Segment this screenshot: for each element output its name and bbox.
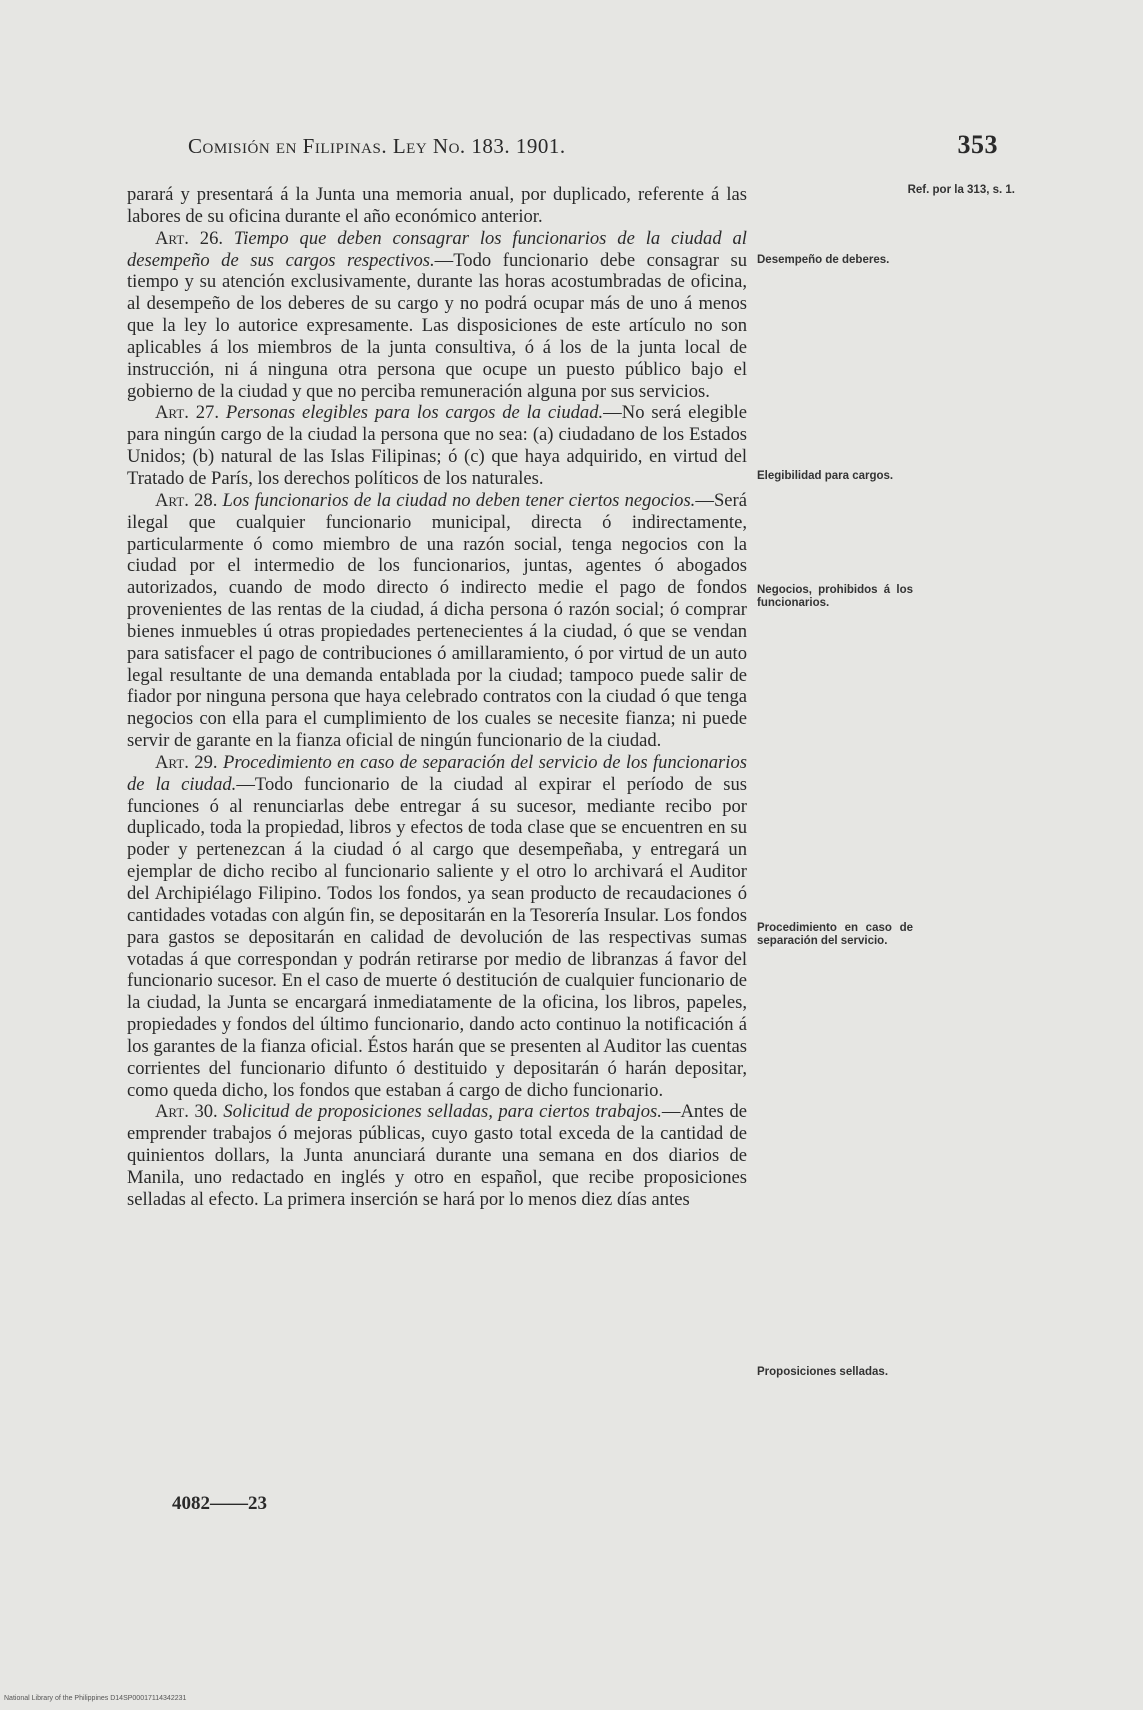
article-text: —Todo funcionario debe consagrar su tiempo y su atención exclusivamente, durante las horas acostumbradas de oficina, al desempeño de los deberes de su cargo y no podrá ocupar más de uno á menos que la ley lo autorice expresamente. Las disposiciones de este artículo no son aplicables á los miembros de la junta consultiva, ó á los de la junta local de instrucción, ni á ninguna otra persona que ocupe un puesto público bajo el gobierno de la ciudad y que no perciba remuneración alguna por sus servicios. — [127, 249, 747, 402]
article-label: Art. 28. — [155, 489, 218, 511]
margin-note-art28: Negocios, prohibidos á los funcionarios. — [757, 584, 913, 609]
printer-signature: 4082——23 — [172, 1493, 267, 1514]
page-number: 353 — [957, 130, 998, 159]
article-text: —Todo funcionario de la ciudad al expirar el período de sus funciones ó al renunciarlas debe entregar á su sucesor, mediante recibo por duplicado, toda la propiedad, libros y efectos de toda clase que se encuentren en su poder y pertenezcan á la ciudad ó al cargo que desempeñaba, y entregará un ejemplar de dicho recibo al funcionario saliente y el otro lo archivará el Auditor del Archipiélago Filipino. Todos los fondos, ya sean producto de recaudaciones ó cantidades votadas con algún fin, se depositarán en la Tesorería Insular. Los fondos para gastos se depositarán en calidad de devolución de las respectivas sumas votadas á que correspondan y podrán retirarse por medio de libranzas á favor del funcionario sucesor. En el caso de muerte ó destitución de cualquier funcionario de la ciudad, la Junta se encargará inmediatamente de la oficina, los libros, papeles, propiedades y fondos del último funcionario, dando acto continuo la notificación á los garantes de la fianza oficial. Éstos harán que se presenten al Auditor las cuentas corrientes del funcionario difunto ó destituido y depositarán ó harán depositar, como queda dicho, los fondos que estaban á cargo de dicho funcionario. — [127, 773, 747, 1101]
article-label: Art. 26. — [155, 227, 224, 249]
article-26 — [127, 228, 747, 403]
article-text: —Será ilegal que cualquier funcionario municipal, directa ó indirectamente, particularmente ó como miembro de una razón social, tenga negocios con la ciudad por el intermedio de los funcionarios, juntas, agentes ó abogados autorizados, cuando de modo directo ó indirecto medie el pago de fondos provenientes de las rentas de la ciudad, á dicha persona ó razón social; ó comprar bienes inmuebles ú otras propiedades pertenecientes á la ciudad, ó que se vendan para satisfacer el pago de contribuciones ó amillaramiento, ó por virtud de un auto legal resultante de una demanda entablada por la ciudad; tampoco puede salir de fiador por ninguna persona que haya celebrado contratos con la ciudad ó que tenga negocios con ella para el cumplimiento de los cuales se necesite fianza; ni puede servir de garante en la fianza oficial de ningún funcionario de la ciudad. — [127, 489, 747, 752]
article-heading: Personas elegibles para los cargos de la ciudad. — [225, 402, 604, 424]
article-label: Art. 27. — [155, 402, 220, 424]
article-heading: Procedimiento en caso de separación del servicio de los funcionarios de la ciudad. — [127, 751, 747, 795]
article-label: Art. 30. — [155, 1101, 218, 1123]
body-text — [127, 184, 747, 1211]
margin-note-art26: Desempeño de deberes. — [757, 254, 890, 266]
article-text: —No será elegible para ningún cargo de la ciudad la persona que no sea: (a) ciudadano de los Estados Unidos; (b) natural de las Islas Filipinas; ó (c) que haya adquirido, en virtud del Tratado de París, los derechos políticos de los naturales. — [127, 402, 747, 489]
margin-note-art29: Procedimiento en caso de separación del servicio. — [757, 922, 913, 947]
article-27 — [127, 402, 747, 489]
margin-note-art30: Proposiciones selladas. — [757, 1366, 889, 1378]
page-header — [188, 130, 998, 164]
article-heading: Los funcionarios de la ciudad no deben tener ciertos negocios. — [222, 489, 696, 511]
article-label: Art. 29. — [155, 751, 218, 773]
paragraph-continuation: parará y presentará á la Junta una memoria anual, por duplicado, referente á las labores de su oficina durante el año económico anterior. — [127, 184, 747, 227]
article-30 — [127, 1101, 747, 1210]
running-title: Comisión en Filipinas. Ley No. 183. 1901. — [188, 134, 566, 158]
article-heading: Tiempo que deben consagrar los funcionarios de la ciudad al desempeño de sus cargos respectivos. — [127, 227, 747, 271]
margin-note-reference: Ref. por la 313, s. 1. — [907, 184, 1015, 196]
article-28 — [127, 490, 747, 752]
scan-strip: National Library of the Philippines D14SP00017114342231 — [4, 1695, 187, 1702]
article-29 — [127, 752, 747, 1102]
article-text: —Antes de emprender trabajos ó mejoras públicas, cuyo gasto total exceda de la cantidad de quinientos dollars, la Junta anunciará durante una semana en dos diarios de Manila, uno redactado en inglés y otro en español, que recibe proposiciones selladas al efecto. La primera inserción se hará por lo menos diez días antes — [127, 1101, 747, 1210]
margin-note-art27: Elegibilidad para cargos. — [757, 470, 894, 482]
article-heading: Solicitud de proposiciones selladas, para ciertos trabajos. — [223, 1101, 662, 1123]
